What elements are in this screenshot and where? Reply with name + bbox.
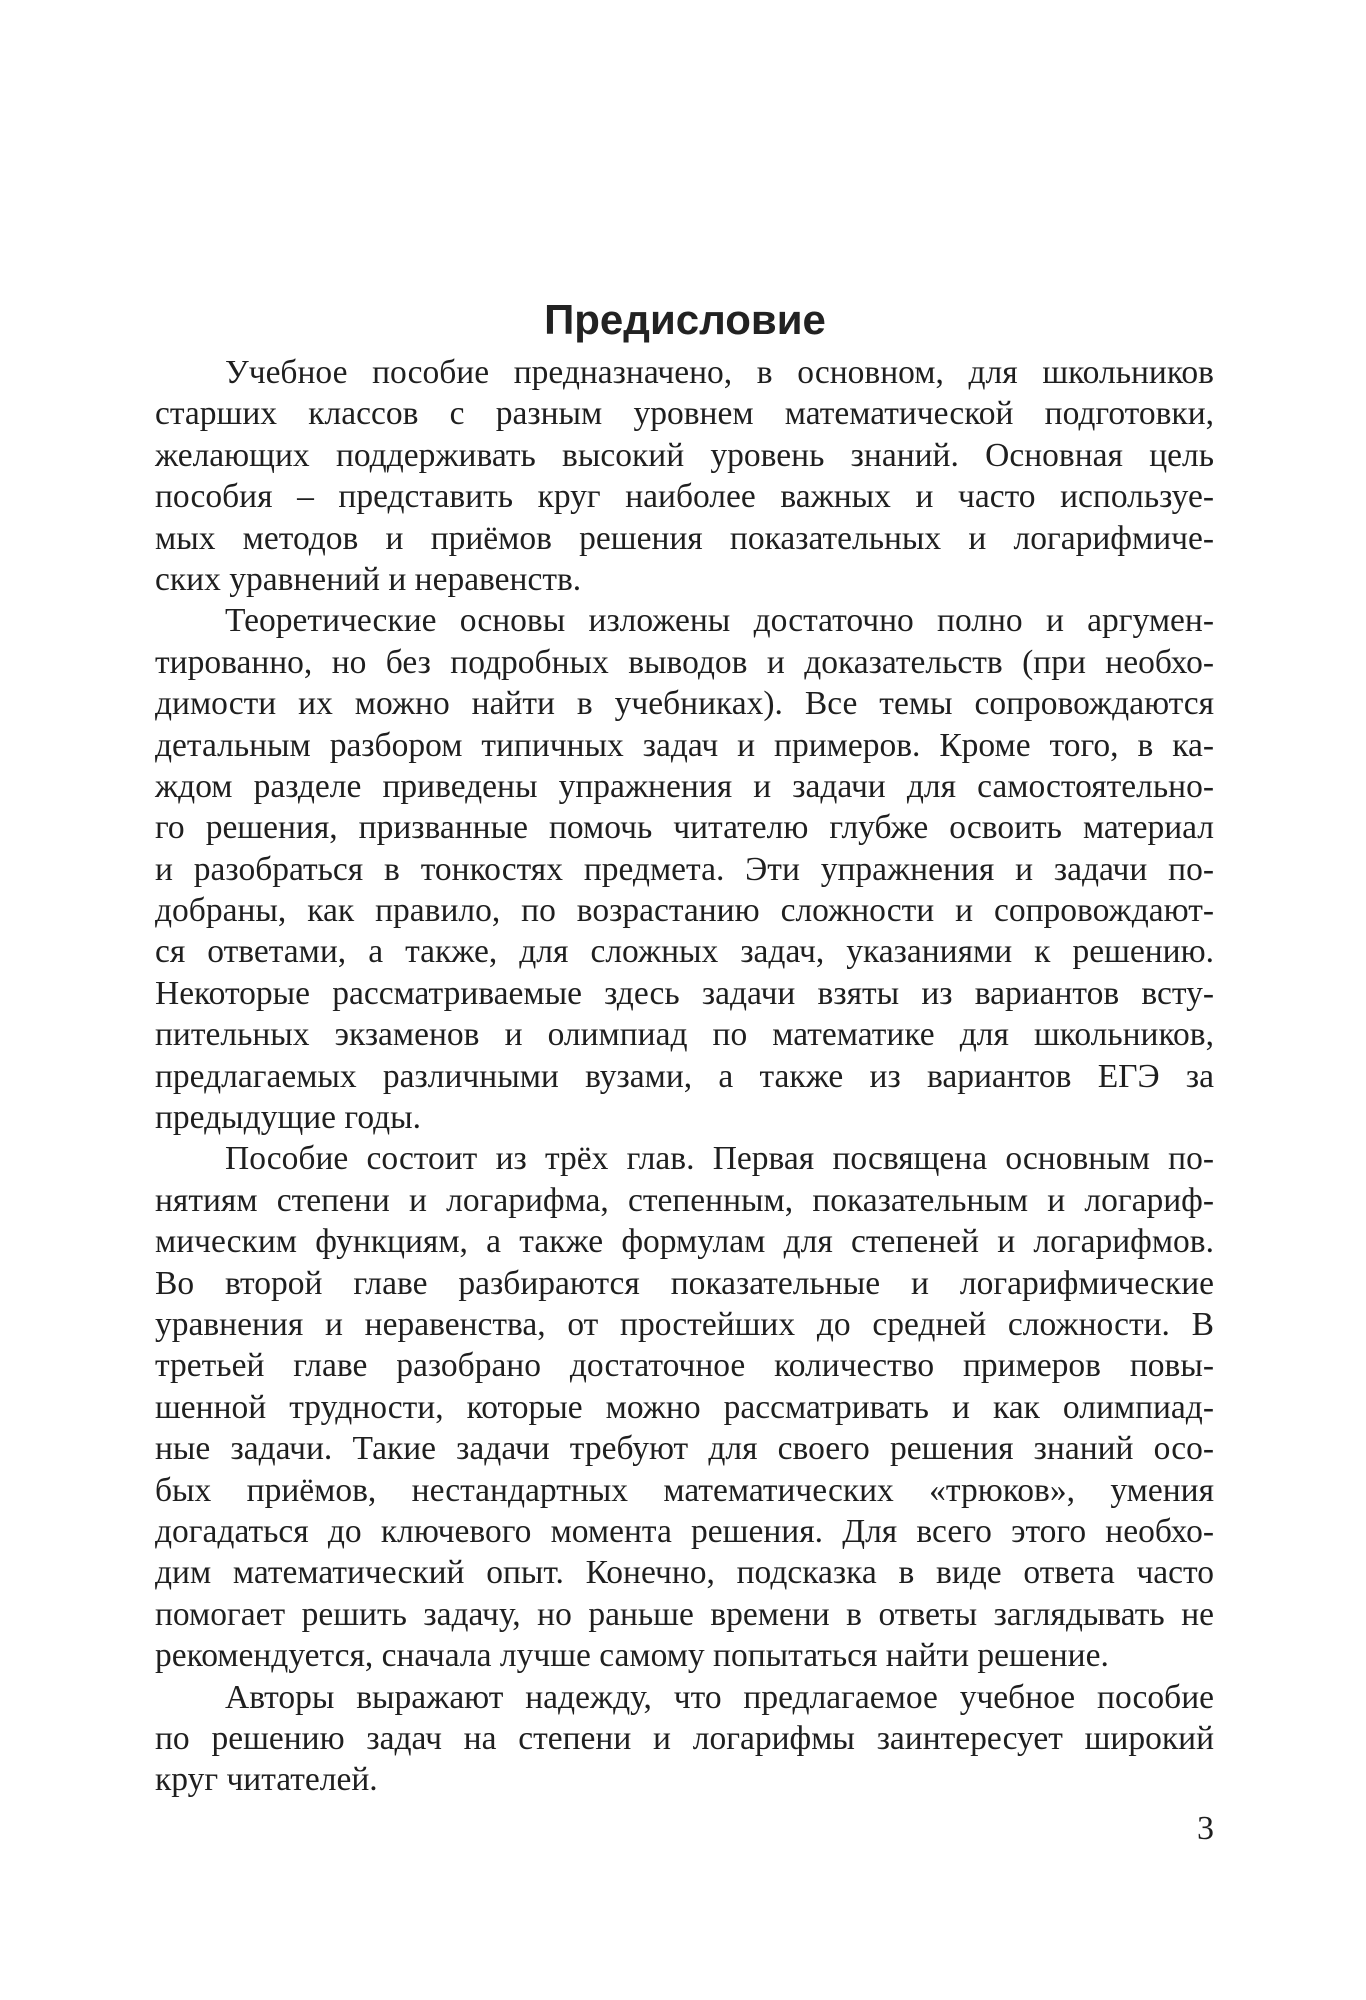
text-line: бых приёмов, нестандартных математических «трюков», умения bbox=[155, 1471, 1214, 1509]
text-line: рекомендуется, сначала лучше самому попытаться найти решение. bbox=[155, 1637, 1109, 1675]
text-line: круг читателей. bbox=[155, 1761, 378, 1799]
text-line: старших классов с разным уровнем математической подготовки, bbox=[155, 395, 1214, 433]
text-line: детальным разбором типичных задач и примеров. Кроме того, в ка- bbox=[155, 726, 1214, 764]
text-line: добраны, как правило, по возрастанию сложности и сопровождают- bbox=[155, 892, 1214, 930]
text-line: ждом разделе приведены упражнения и задачи для самостоятельно- bbox=[155, 767, 1214, 805]
text-line: желающих поддерживать высокий уровень знаний. Основная цель bbox=[155, 436, 1214, 474]
text-line: предыдущие годы. bbox=[155, 1099, 422, 1137]
text-line: ные задачи. Такие задачи требуют для своего решения знаний осо- bbox=[155, 1430, 1214, 1468]
text-line: третьей главе разобрано достаточное количество примеров повы- bbox=[155, 1347, 1214, 1385]
text-line: догадаться до ключевого момента решения. Для всего этого необхо- bbox=[155, 1512, 1214, 1550]
text-line: помогает решить задачу, но раньше времени в ответы заглядывать не bbox=[155, 1595, 1214, 1633]
text-line: уравнения и неравенства, от простейших до средней сложности. В bbox=[155, 1305, 1214, 1343]
paragraph bbox=[155, 600, 1214, 1138]
page-title: Предисловие bbox=[544, 296, 826, 343]
text-line: предлагаемых различными вузами, а также из вариантов ЕГЭ за bbox=[155, 1057, 1214, 1095]
text-line: дим математический опыт. Конечно, подсказка в виде ответа часто bbox=[155, 1554, 1214, 1592]
text-line: мическим функциям, а также формулам для степеней и логарифмов. bbox=[155, 1223, 1214, 1261]
text-line: пительных экзаменов и олимпиад по математике для школьников, bbox=[155, 1016, 1214, 1054]
text-line: Теоретические основы изложены достаточно полно и аргумен- bbox=[225, 602, 1214, 640]
preface-text bbox=[155, 352, 1214, 1801]
text-line: го решения, призванные помочь читателю глубже освоить материал bbox=[155, 809, 1214, 847]
text-line: ских уравнений и неравенств. bbox=[155, 560, 582, 598]
text-line: пособия – представить круг наиболее важных и часто используе- bbox=[155, 478, 1214, 516]
text-line: нятиям степени и логарифма, степенным, показательным и логариф- bbox=[155, 1181, 1214, 1219]
text-line: димости их можно найти в учебниках). Все темы сопровождаются bbox=[155, 685, 1214, 723]
text-line: по решению задач на степени и логарифмы заинтересует широкий bbox=[155, 1719, 1214, 1757]
text-line: тированно, но без подробных выводов и доказательств (при необхо- bbox=[155, 643, 1214, 681]
paragraph bbox=[155, 352, 1214, 600]
text-line: Пособие состоит из трёх глав. Первая посвящена основным по- bbox=[225, 1140, 1214, 1178]
text-line: мых методов и приёмов решения показательных и логарифмиче- bbox=[155, 519, 1214, 557]
page-number: 3 bbox=[1197, 1810, 1214, 1847]
text-line: Некоторые рассматриваемые здесь задачи взяты из вариантов всту- bbox=[155, 974, 1214, 1012]
paragraph bbox=[155, 1138, 1214, 1676]
text-line: ся ответами, а также, для сложных задач, указаниями к решению. bbox=[155, 933, 1214, 971]
text-line: Авторы выражают надежду, что предлагаемое учебное пособие bbox=[225, 1678, 1214, 1716]
text-line: шенной трудности, которые можно рассматривать и как олимпиад- bbox=[155, 1388, 1214, 1426]
text-line: и разобраться в тонкостях предмета. Эти упражнения и задачи по- bbox=[155, 850, 1214, 888]
text-line: Учебное пособие предназначено, в основном, для школьников bbox=[225, 354, 1214, 391]
text-line: Во второй главе разбираются показательные и логарифмические bbox=[155, 1264, 1214, 1302]
paragraph bbox=[155, 1677, 1214, 1801]
